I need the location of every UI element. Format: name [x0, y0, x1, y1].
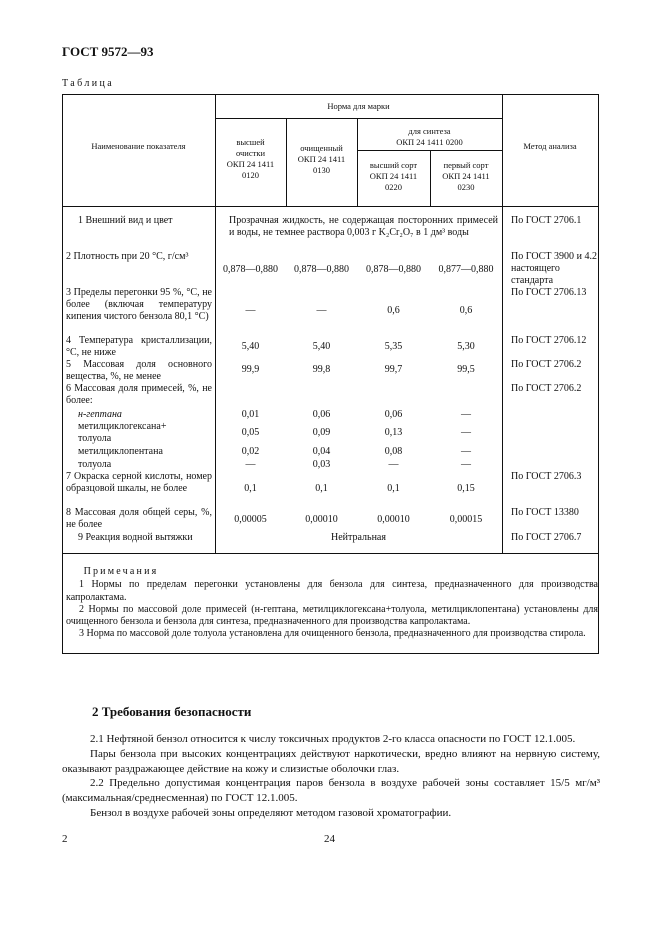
row-value: 5,40 [241, 341, 260, 352]
row-value: 99,8 [312, 364, 331, 375]
row-method: По ГОСТ 2706.3 [511, 471, 582, 482]
header-synthesis-first-grade: первый сорт ОКП 24 1411 0230 [442, 160, 490, 192]
table-notes [66, 566, 598, 641]
row-value: 0,06 [312, 409, 331, 420]
row-value: — [316, 305, 327, 316]
row-value: 0,1 [387, 483, 400, 494]
note-item: 1 Нормы по пределам перегонки установлены для бензола для синтеза, предназначенного для производства капролактама. [66, 579, 598, 603]
row-value: — [245, 305, 256, 316]
header-norm: Норма для марки [327, 101, 390, 111]
row-name: 8 Массовая доля общей серы, %, не более [66, 507, 212, 530]
row-method: По ГОСТ 13380 [511, 507, 579, 518]
row-merged-value: Нейтральная [331, 532, 386, 543]
row-value: 0,01 [241, 409, 260, 420]
paragraph: 2.1 Нефтяной бензол относится к числу токсичных продуктов 2-го класса опасности по ГОСТ 12.1.005. [90, 733, 576, 745]
section-body [62, 732, 600, 821]
row-name: метилциклопентана [78, 446, 163, 457]
row-name: толуола [78, 459, 112, 470]
row-method: По ГОСТ 2706.2 [511, 383, 582, 394]
row-value: 0,877—0,880 [438, 264, 494, 275]
row-value: 99,5 [457, 364, 475, 375]
row-name: 7 Окраска серной кислоты, номер образцовой шкалы, не более [66, 471, 212, 494]
row-name: н-гептана [78, 409, 122, 420]
header-highest: высшей очистки ОКП 24 1411 0120 [226, 137, 275, 180]
row-value: 5,35 [384, 341, 403, 352]
header-indicator: Наименование показателя [91, 141, 186, 151]
row-value: 0,09 [312, 427, 331, 438]
row-value: — [388, 459, 399, 470]
row-method: По ГОСТ 2706.7 [511, 532, 582, 543]
paragraph: Пары бензола при высоких концентрациях действуют наркотически, вредно влияют на нервную систему, оказывают раздражающее действие на кожу и слизистые оболочки глаз. [62, 747, 600, 775]
row-merged-value: Прозрачная жидкость, не содержащая посторонних примесей и воды, не темнее раствора 0,003 г K₂Cr₂O₇ в 1 дм³ воды [229, 215, 498, 238]
row-name: 3 Пределы перегонки 95 %, °С, не более (включая температуру кипения чистого бензола 80,1 °С) [66, 287, 212, 322]
row-method: По ГОСТ 2706.13 [511, 287, 587, 298]
row-value: 5,40 [312, 341, 331, 352]
row-value: 0,13 [384, 427, 403, 438]
row-value: 0,6 [387, 305, 400, 316]
row-value: 0,878—0,880 [223, 264, 278, 275]
row-value: 0,08 [384, 446, 403, 457]
row-value: 0,04 [312, 446, 331, 457]
row-method: По ГОСТ 2706.2 [511, 359, 582, 370]
row-value: — [461, 446, 471, 457]
row-value: 0,06 [384, 409, 403, 420]
row-value: 0,878—0,880 [366, 264, 421, 275]
paragraph: Бензол в воздухе рабочей зоны определяют методом газовой хроматографии. [90, 806, 452, 819]
note-item: 3 Норма по массовой доле толуола установлена для очищенного бензола, предназначенного для производства стирола. [79, 628, 586, 640]
row-value: 0,00010 [305, 514, 338, 525]
row-value: 99,9 [241, 364, 260, 375]
row-name: 2 Плотность при 20 °С, г/см³ [66, 251, 189, 262]
row-value: — [461, 409, 471, 420]
page-number-center: 24 [324, 833, 335, 845]
header-synthesis-top-grade: высший сорт ОКП 24 1411 0220 [369, 160, 418, 192]
row-value: 0,6 [459, 305, 473, 316]
row-value: — [245, 459, 256, 470]
row-value: 0,1 [244, 483, 257, 494]
row-name: 4 Температура кристаллизации, °С, не ниже [66, 335, 212, 358]
row-name: метилциклогексана+ толуола [78, 421, 167, 444]
note-item: 2 Нормы по массовой доле примесей (н-гептана, метилциклогексана+толуола, метилциклопентана) установлены для очищенного бензола и бензола для синтеза, предназначенного для производства капролактама. [66, 603, 598, 628]
row-value: 99,7 [384, 364, 403, 375]
row-value: 0,00010 [377, 514, 410, 525]
document-code: ГОСТ 9572—93 [62, 44, 154, 59]
row-method: По ГОСТ 3900 и 4.2 настоящего стандарта [511, 251, 597, 286]
row-value: 0,15 [457, 483, 475, 494]
header-purified: очищенный ОКП 24 1411 0130 [297, 143, 346, 175]
row-value: 0,02 [241, 446, 260, 457]
section-title: 2 Требования безопасности [92, 704, 252, 719]
table-caption: Таблица [62, 78, 115, 89]
row-name: 1 Внешний вид и цвет [78, 215, 173, 226]
row-name: 9 Реакция водной вытяжки [78, 532, 193, 543]
row-method: По ГОСТ 2706.1 [511, 215, 582, 226]
row-value: 0,03 [312, 459, 331, 470]
row-value: 0,05 [241, 427, 260, 438]
row-value: 5,30 [457, 341, 475, 352]
row-name: 6 Массовая доля примесей, %, не более: [66, 383, 212, 406]
row-value: 0,00005 [234, 514, 267, 525]
header-synthesis: для синтеза ОКП 24 1411 0200 [396, 126, 463, 147]
header-method: Метод анализа [523, 141, 577, 151]
notes-title: Примечания [83, 566, 159, 577]
page-number-left: 2 [62, 833, 68, 845]
row-value: 0,878—0,880 [294, 264, 349, 275]
paragraph: 2.2 Предельно допустимая концентрация паров бензола в воздухе рабочей зоны составляет 15/5 мг/м³ (максимальная/среднесменная) по ГОСТ 12.1.005. [62, 777, 600, 805]
row-value: 0,1 [315, 483, 328, 494]
row-value: — [461, 427, 471, 438]
row-value: 0,00015 [449, 514, 483, 525]
row-method: По ГОСТ 2706.12 [511, 335, 587, 346]
row-value: — [461, 459, 471, 470]
row-name: 5 Массовая доля основного вещества, %, не менее [66, 359, 212, 382]
